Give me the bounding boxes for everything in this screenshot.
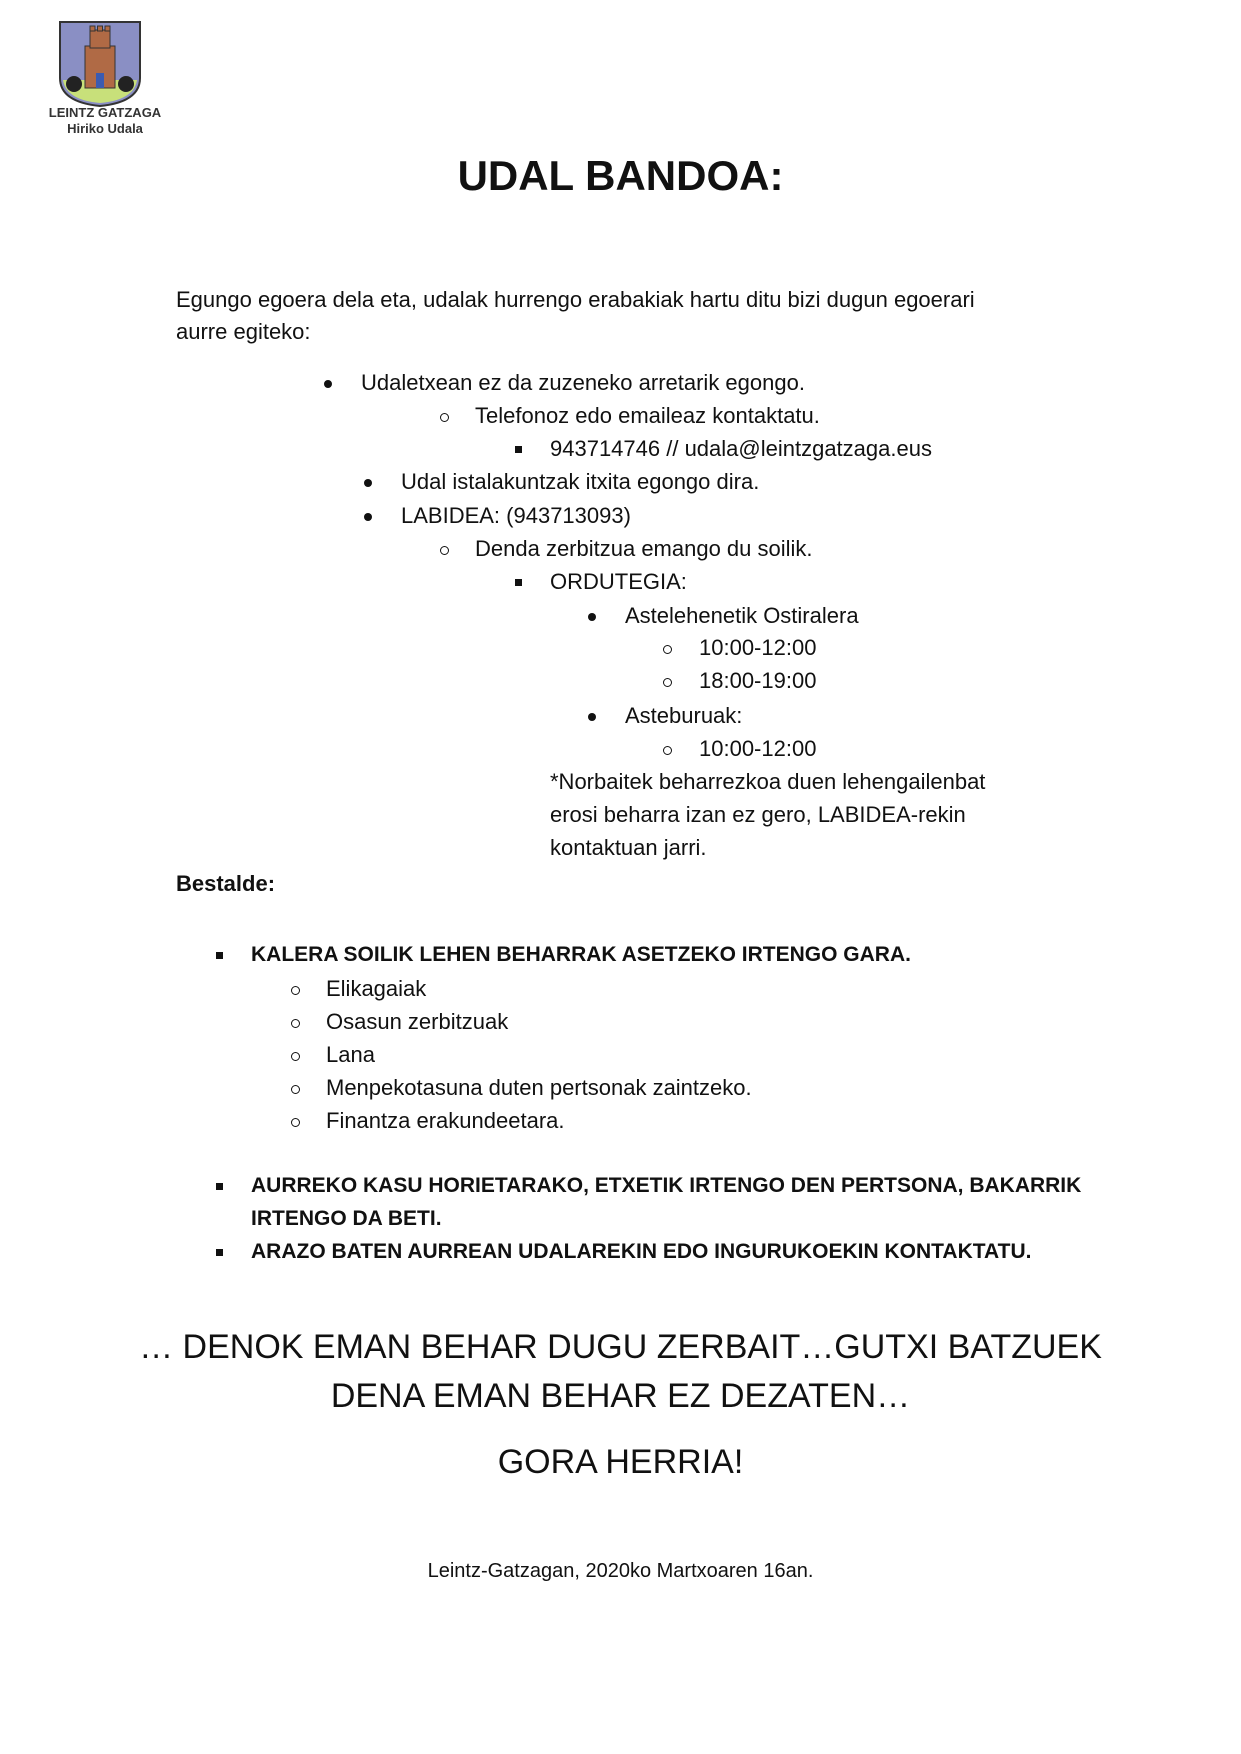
castle-coat-of-arms-icon (30, 18, 180, 108)
bullet-dot (588, 613, 596, 621)
closing-line2: DENA EMAN BEHAR EZ DEZATEN… (330, 1377, 911, 1415)
bullet-dot (324, 380, 332, 388)
bullet-square (515, 579, 522, 586)
bullet-circle (440, 413, 449, 422)
rule2-line2: IRTENGO DA BETI. (251, 1207, 442, 1230)
intro-line2: aurre egiteko: (176, 319, 311, 344)
closing-line1: … DENOK EMAN BEHAR DUGU ZERBAIT…GUTXI BATZUEK (139, 1328, 1102, 1366)
schedule-label: ORDUTEGIA: (550, 569, 687, 594)
closing-line3: GORA HERRIA! (497, 1443, 744, 1481)
bestalde-heading: Bestalde: (176, 871, 276, 896)
logo-line2: Hiriko Udala (67, 121, 143, 136)
bullet-circle (440, 546, 449, 555)
bullet-square (216, 1249, 223, 1256)
contact-info: 943714746 // udala@leintzgatzaga.eus (550, 436, 932, 461)
bullet-circle (291, 1052, 300, 1061)
measure-item3: LABIDEA: (943713093) (401, 503, 631, 528)
rule1-item: Menpekotasuna duten pertsonak zaintzeko. (326, 1075, 752, 1100)
rule1-item: Elikagaiak (326, 976, 427, 1001)
measure-item1: Udaletxean ez da zuzeneko arretarik egongo. (361, 370, 805, 395)
bullet-circle (663, 645, 672, 654)
measure-item1-sub: Telefonoz edo emaileaz kontaktatu. (475, 403, 820, 428)
note-line: erosi beharra izan ez gero, LABIDEA-rekin (550, 802, 966, 827)
rule1-item: Lana (326, 1042, 375, 1067)
weekend-label: Asteburuak: (625, 703, 743, 728)
bullet-circle (291, 1118, 300, 1127)
bullet-circle (291, 1019, 300, 1028)
bullet-circle (291, 986, 300, 995)
bullet-circle (663, 678, 672, 687)
weekend-time: 10:00-12:00 (699, 736, 817, 761)
municipal-logo (30, 18, 180, 138)
bullet-circle (663, 746, 672, 755)
rule2-line1: AURREKO KASU HORIETARAKO, ETXETIK IRTENGO DEN PERTSONA, BAKARRIK (251, 1174, 1082, 1197)
bullet-square (216, 952, 223, 959)
intro-line1: Egungo egoera dela eta, udalak hurrengo erabakiak hartu ditu bizi dugun egoerari (176, 287, 975, 312)
page-title: UDAL BANDOA: (457, 152, 784, 199)
note-line: kontaktuan jarri. (550, 835, 707, 860)
rule1: KALERA SOILIK LEHEN BEHARRAK ASETZEKO IRTENGO GARA. (251, 943, 911, 966)
bullet-square (216, 1183, 223, 1190)
footer-date: Leintz-Gatzagan, 2020ko Martxoaren 16an. (427, 1560, 814, 1582)
bullet-square (515, 446, 522, 453)
logo-line1: LEINTZ GATZAGA (48, 105, 162, 120)
rule3: ARAZO BATEN AURREAN UDALAREKIN EDO INGURUKOEKIN KONTAKTATU. (251, 1240, 1032, 1263)
note-line: *Norbaitek beharrezkoa duen lehengailenbat (550, 769, 986, 794)
bullet-dot (588, 713, 596, 721)
weekdays-label: Astelehenetik Ostiralera (625, 603, 859, 628)
rule1-item: Finantza erakundeetara. (326, 1108, 565, 1133)
measure-item3-sub: Denda zerbitzua emango du soilik. (475, 536, 813, 561)
bullet-dot (364, 479, 372, 487)
bullet-dot (364, 513, 372, 521)
bullet-circle (291, 1085, 300, 1094)
weekday-time: 10:00-12:00 (699, 635, 817, 660)
measure-item2: Udal istalakuntzak itxita egongo dira. (401, 469, 760, 494)
weekday-time: 18:00-19:00 (699, 668, 817, 693)
rule1-item: Osasun zerbitzuak (326, 1009, 509, 1034)
